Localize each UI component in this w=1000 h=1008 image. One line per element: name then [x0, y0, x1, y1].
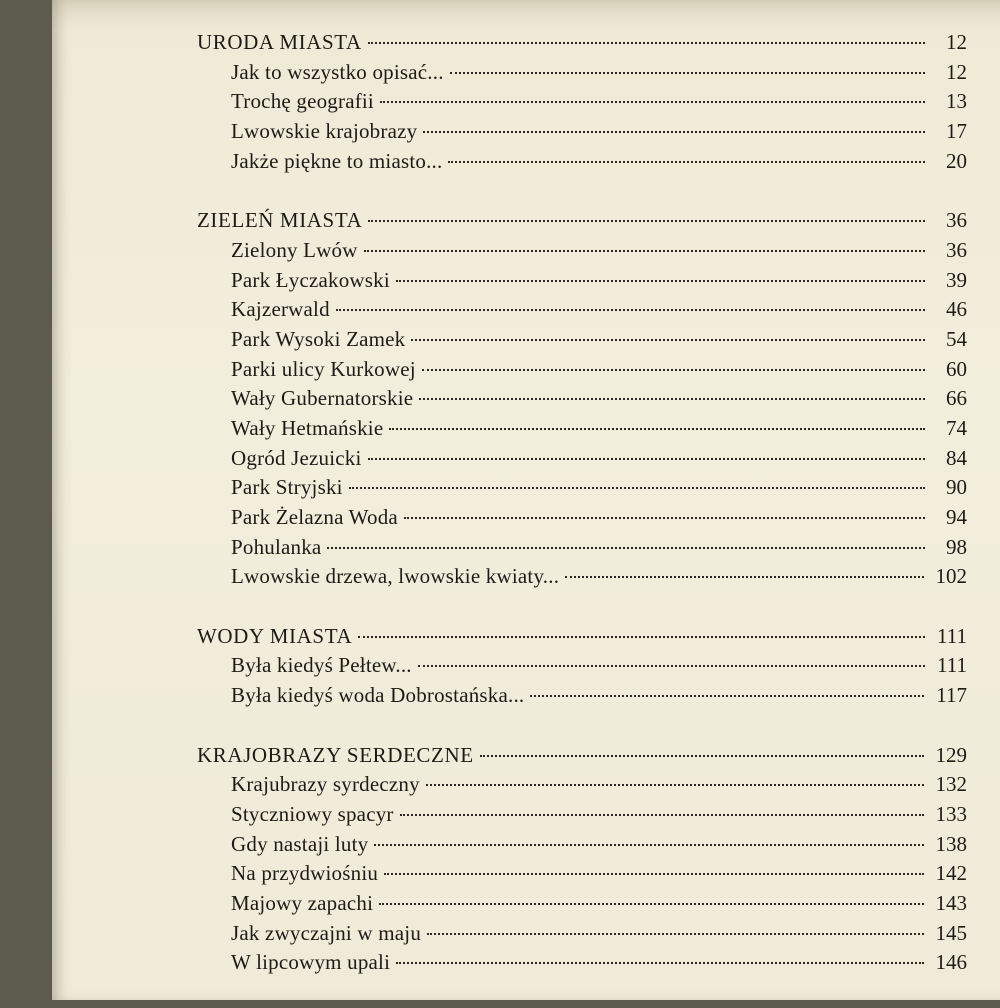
toc-section: [197, 28, 967, 176]
page-number: 66: [946, 386, 967, 411]
page-number: 13: [946, 89, 967, 114]
dot-leader: [411, 339, 925, 341]
page-number: 74: [946, 415, 967, 440]
page-number: 12: [946, 30, 967, 54]
toc-entry: [197, 414, 967, 444]
section-heading: [197, 622, 967, 652]
dot-leader: [530, 695, 924, 697]
toc-entry: [197, 295, 967, 325]
page-number: 36: [946, 237, 967, 262]
toc-entry: [197, 58, 967, 88]
entry-title: Jak zwyczajni w maju: [231, 920, 422, 945]
dot-leader: [349, 487, 925, 489]
toc-entry: [197, 355, 967, 385]
section-title: KRAJOBRAZY SERDECZNE: [197, 742, 474, 767]
toc-entry: [197, 889, 967, 919]
page-number: 111: [937, 653, 967, 678]
dot-leader: [327, 547, 925, 549]
toc-section: [197, 206, 967, 592]
entry-title: Kajzerwald: [231, 297, 330, 322]
page-number: 90: [946, 475, 967, 500]
dot-leader: [396, 962, 923, 964]
dot-leader: [400, 814, 924, 816]
section-title: ZIELEŃ MIASTA: [197, 208, 363, 233]
entry-title: Zielony Lwów: [231, 237, 358, 262]
toc-entry: [197, 919, 967, 949]
entry-title: Była kiedyś woda Dobrostańska...: [231, 683, 525, 708]
page-number: 84: [946, 445, 967, 470]
dot-leader: [426, 784, 924, 786]
entry-title: Była kiedyś Pełtew...: [231, 653, 412, 678]
entry-title: Jakże piękne to miasto...: [231, 148, 443, 173]
toc-entry: [197, 770, 967, 800]
entry-title: Park Łyczakowski: [231, 267, 390, 292]
page-number: 98: [946, 534, 967, 559]
entry-title: Jak to wszystko opisać...: [231, 59, 444, 84]
page-number: 143: [935, 890, 967, 915]
entry-title: Park Stryjski: [231, 475, 343, 500]
page-number: 146: [935, 950, 967, 975]
entry-title: W lipcowym upali: [231, 950, 391, 975]
toc-entry: [197, 117, 967, 147]
entry-title: Wały Hetmańskie: [231, 415, 384, 440]
toc-entry: [197, 266, 967, 296]
dot-leader: [423, 131, 925, 133]
page-number: 142: [935, 861, 967, 886]
entry-title: Park Żelazna Woda: [231, 505, 398, 529]
dot-leader: [480, 755, 924, 757]
dot-leader: [358, 636, 925, 638]
toc-entry: [197, 859, 967, 889]
toc-entry: [197, 444, 967, 474]
toc-entry: [197, 800, 967, 830]
entry-title: Lwowskie krajobrazy: [231, 119, 418, 144]
toc-entry: [197, 236, 967, 266]
toc-entry: [197, 87, 967, 117]
dot-leader: [422, 369, 925, 371]
section-heading: [197, 741, 967, 771]
page-number: 102: [935, 564, 967, 589]
section-title: WODY MIASTA: [197, 623, 353, 648]
entry-title: Krajubrazy syrdeczny: [231, 772, 420, 797]
dot-leader: [427, 933, 923, 935]
dot-leader: [396, 280, 925, 282]
dot-leader: [384, 873, 923, 875]
section-heading: [197, 206, 967, 236]
toc-entry: [197, 533, 967, 563]
dot-leader: [380, 101, 925, 103]
entry-title: Parki ulicy Kurkowej: [231, 356, 416, 381]
page-number: 145: [935, 920, 967, 945]
entry-title: Ogród Jezuicki: [231, 445, 362, 470]
book-page: [52, 0, 1000, 1000]
page-number: 129: [935, 742, 967, 767]
dot-leader: [450, 72, 925, 74]
page-number: 117: [936, 683, 967, 708]
toc-entry: [197, 384, 967, 414]
page-number: 111: [937, 623, 967, 648]
page-number: 94: [946, 505, 967, 529]
page-number: 133: [935, 801, 967, 826]
entry-title: Styczniowy spacyr: [231, 801, 394, 826]
page-number: 60: [946, 356, 967, 381]
toc-entry: [197, 147, 967, 177]
page-number: 54: [946, 326, 967, 351]
dot-leader: [379, 903, 923, 905]
dot-leader: [368, 458, 925, 460]
toc-entry: [197, 325, 967, 355]
toc-entry: [197, 503, 967, 533]
dot-leader: [374, 844, 923, 846]
toc-entry: [197, 681, 967, 711]
toc-section: [197, 741, 967, 979]
page-number: 132: [935, 772, 967, 797]
dot-leader: [364, 250, 925, 252]
entry-title: Na przydwiośniu: [231, 861, 379, 886]
dot-leader: [448, 161, 925, 163]
toc-entry: [197, 948, 967, 978]
dot-leader: [336, 309, 925, 311]
page-number: 36: [946, 208, 967, 233]
dot-leader: [565, 576, 923, 578]
page-number: 17: [946, 119, 967, 144]
section-title: URODA MIASTA: [197, 30, 362, 54]
toc-entry: [197, 473, 967, 503]
entry-title: Park Wysoki Zamek: [231, 326, 406, 351]
dot-leader: [419, 398, 925, 400]
page-number: 46: [946, 297, 967, 322]
page-number: 20: [946, 148, 967, 173]
page-number: 39: [946, 267, 967, 292]
entry-title: Trochę geografii: [231, 89, 374, 114]
page-number: 12: [946, 59, 967, 84]
toc-section: [197, 622, 967, 711]
entry-title: Lwowskie drzewa, lwowskie kwiaty...: [231, 564, 560, 589]
section-heading: [197, 28, 967, 58]
entry-title: Majowy zapachi: [231, 890, 374, 915]
entry-title: Wały Gubernatorskie: [231, 386, 414, 411]
dot-leader: [389, 428, 925, 430]
toc-entry: [197, 651, 967, 681]
toc-entry: [197, 830, 967, 860]
table-of-contents: [197, 28, 967, 1008]
dot-leader: [418, 665, 925, 667]
dot-leader: [404, 517, 925, 519]
toc-entry: [197, 562, 967, 592]
dot-leader: [368, 220, 925, 222]
entry-title: Pohulanka: [231, 534, 322, 559]
page-number: 138: [935, 831, 967, 856]
dot-leader: [368, 42, 925, 44]
page-top-shadow: [52, 0, 1000, 30]
entry-title: Gdy nastaji luty: [231, 831, 369, 856]
